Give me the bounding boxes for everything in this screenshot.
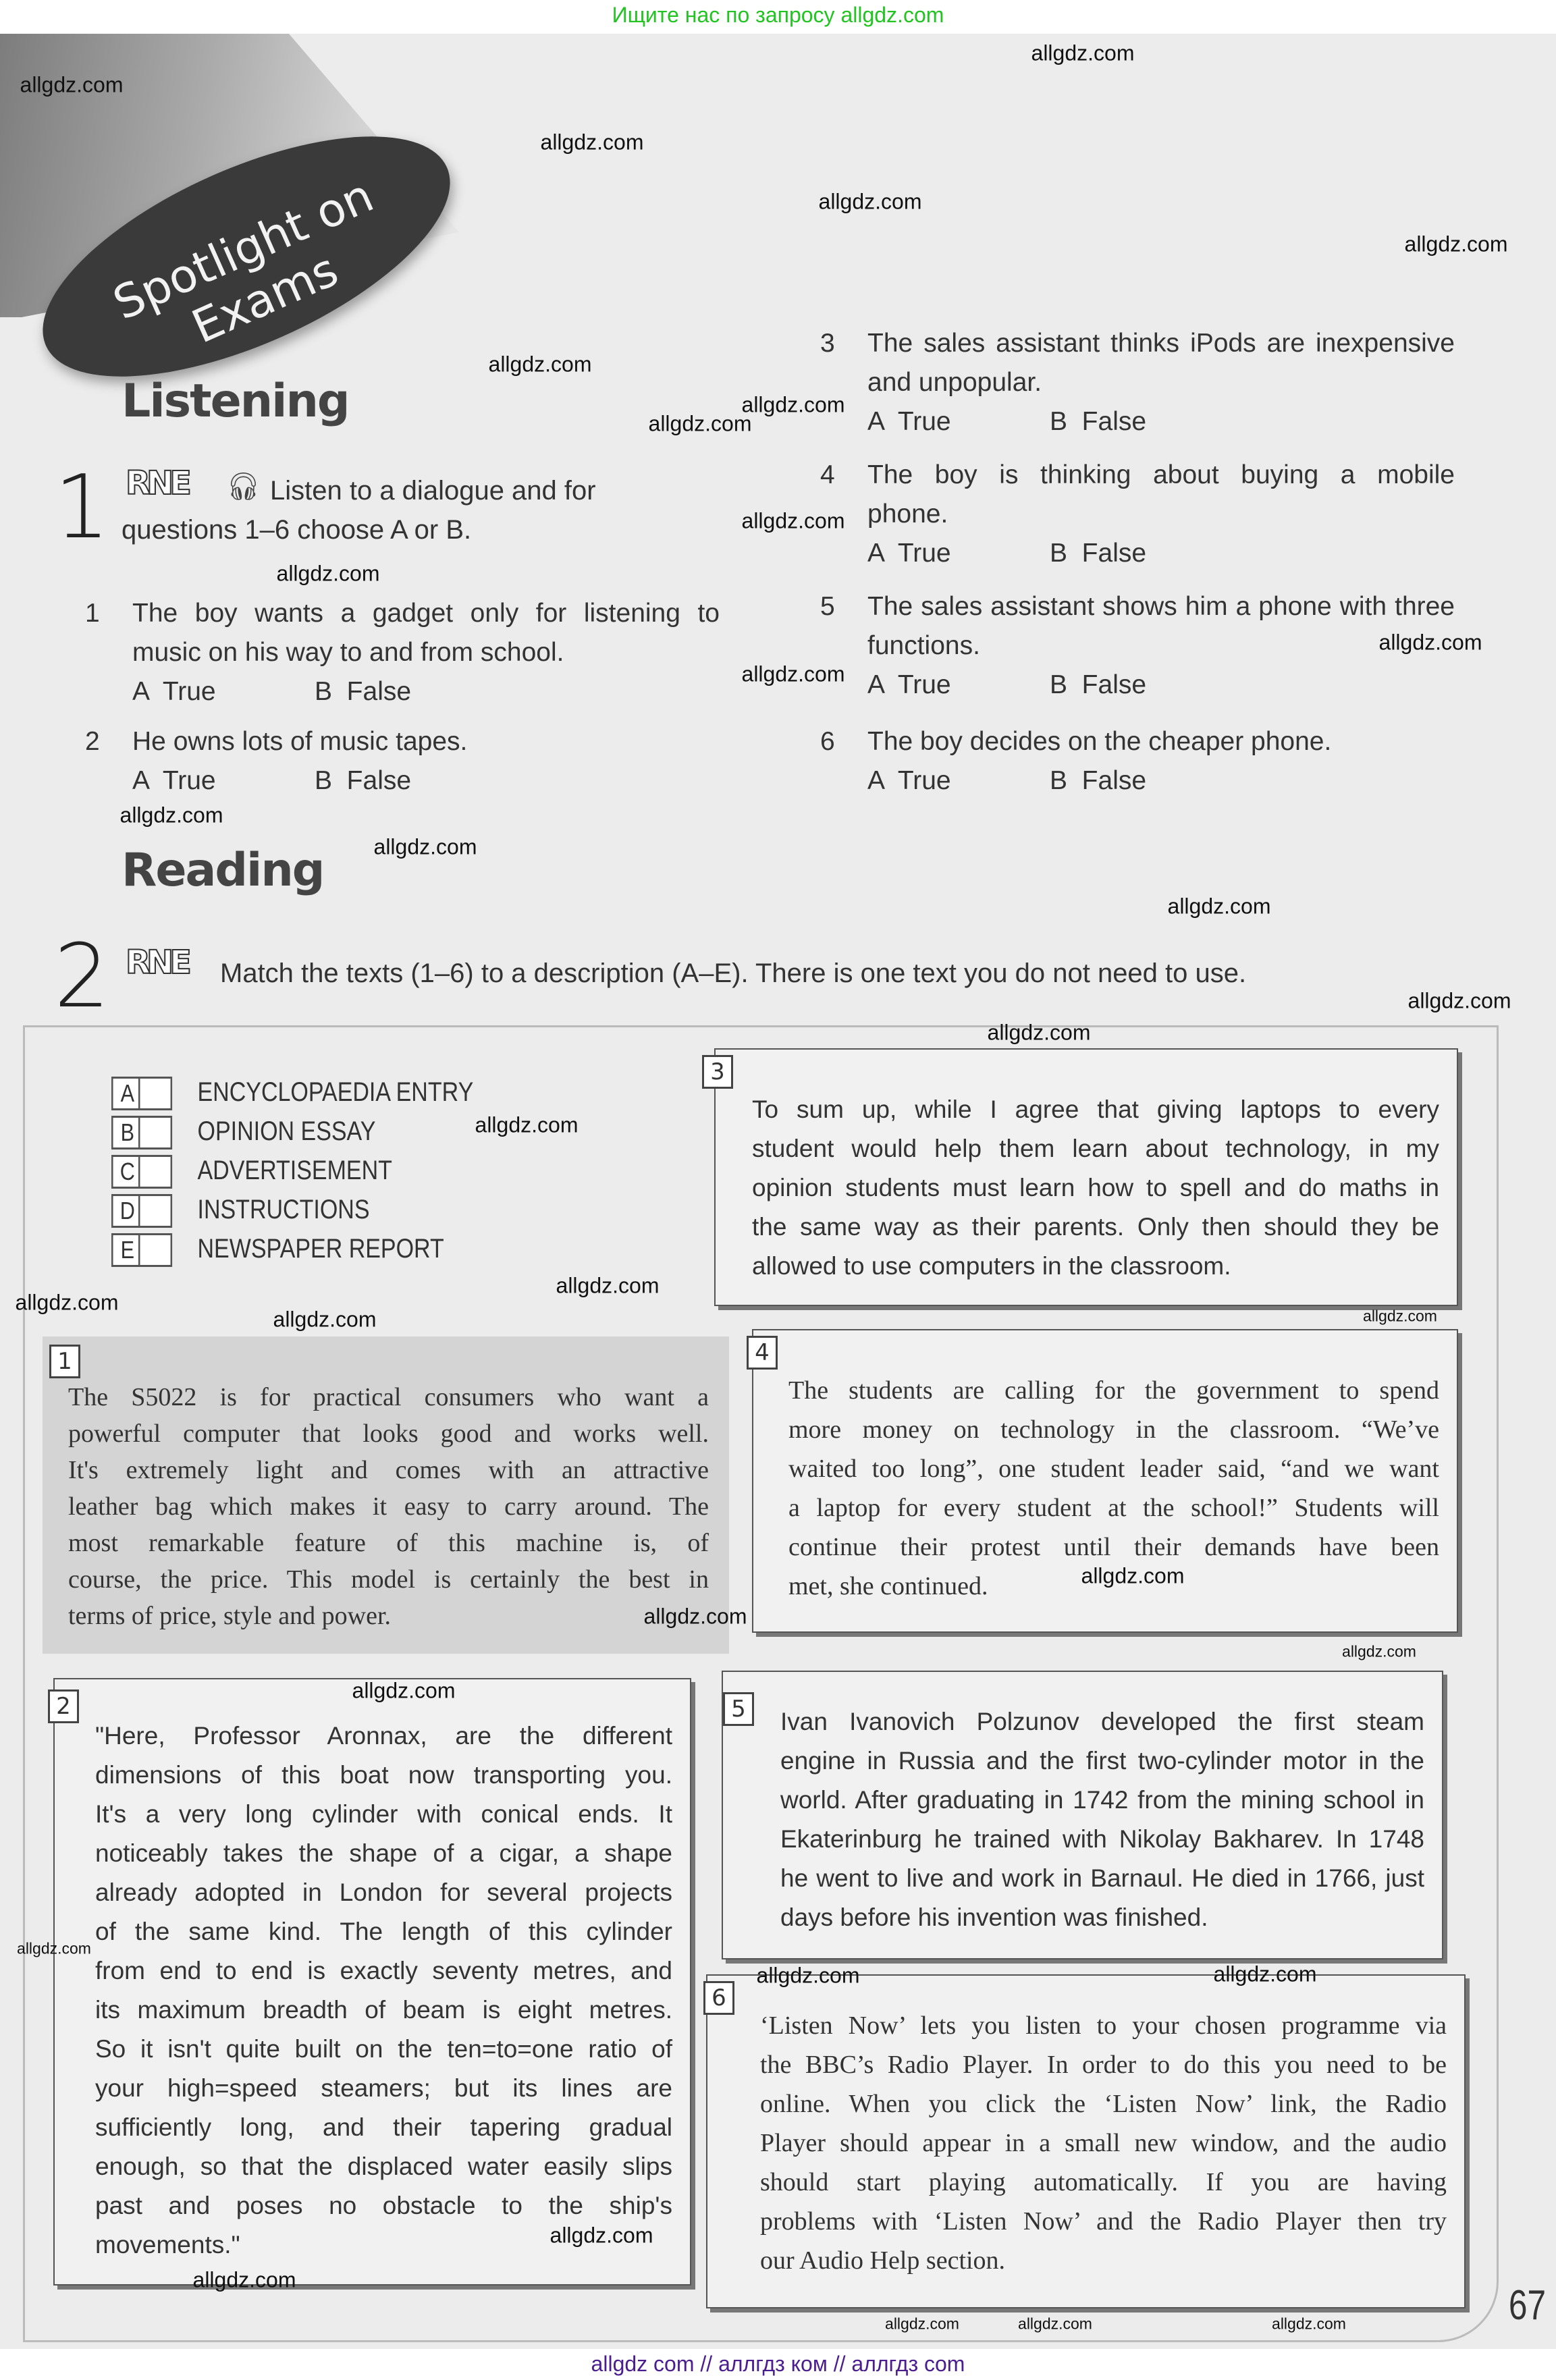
text-line: continue their protest until their demands have been <box>788 1533 1439 1561</box>
top-banner-text: Ищите нас по запросу allgdz.com <box>612 3 944 27</box>
text-box-1 <box>43 1336 729 1654</box>
text-line: already adopted in London for several projects <box>95 1878 672 1906</box>
text-line: engine in Russia and the first two-cylinder motor in the <box>780 1747 1424 1775</box>
page-number: 67 <box>1508 2282 1547 2329</box>
watermark: allgdz.com <box>556 1273 660 1298</box>
legend-label: OPINION ESSAY <box>197 1116 376 1146</box>
answer-box[interactable] <box>111 1116 172 1150</box>
watermark: allgdz.com <box>741 661 845 686</box>
reading-instruction: Match the texts (1–6) to a description (A–E). There is one text you do not need to use. <box>220 958 1247 988</box>
question-text-line: and unpopular. <box>867 368 1042 397</box>
watermark: allgdz.com <box>1342 1642 1416 1660</box>
text-line: he went to live and work in Barnaul. He died in 1766, just <box>780 1864 1424 1892</box>
question-3 <box>820 324 1455 441</box>
answer-box[interactable] <box>111 1077 172 1110</box>
text-line: met, she continued. <box>788 1572 988 1600</box>
text-line: our Audio Help section. <box>760 2246 1006 2275</box>
legend-label: ENCYCLOPAEDIA ENTRY <box>197 1077 474 1107</box>
option-a-true[interactable]: A True <box>867 670 951 699</box>
watermark: allgdz.com <box>756 1963 860 1988</box>
question-5 <box>820 587 1455 705</box>
spotlight-title: Spotlight on Exams <box>105 169 381 354</box>
watermark: allgdz.com <box>352 1678 456 1703</box>
text-line: terms of price, style and power. <box>68 1602 392 1630</box>
listening-heading: Listening <box>122 375 349 428</box>
legend-label: ADVERTISEMENT <box>197 1156 392 1185</box>
watermark: allgdz.com <box>1081 1563 1185 1588</box>
text-number-6: 6 <box>703 1981 734 2015</box>
bottom-banner <box>0 2349 1556 2380</box>
text-line: It's extremely light and comes with an attractive <box>68 1456 709 1484</box>
text-line: its maximum breadth of beam is eight metres. <box>95 1996 672 2024</box>
option-b-false[interactable]: B False <box>1050 670 1147 699</box>
watermark: allgdz.com <box>192 2267 296 2292</box>
watermark: allgdz.com <box>741 508 845 533</box>
text-line: from end to end is exactly seventy metres, and <box>95 1957 672 1984</box>
text-line: your high=speed steamers; but its lines are <box>95 2074 672 2102</box>
text-line: So it isn't quite built on the ten=to=one ratio of <box>95 2035 672 2063</box>
watermark: allgdz.com <box>540 130 644 155</box>
question-number: 6 <box>820 727 835 756</box>
text-line: "Here, Professor Aronnax, are the different <box>95 1722 672 1750</box>
watermark: allgdz.com <box>741 392 845 417</box>
text-line: ‘Listen Now’ lets you listen to your chosen programme via <box>760 2011 1447 2040</box>
watermark: allgdz.com <box>373 834 477 859</box>
question-number: 4 <box>820 460 835 489</box>
watermark: allgdz.com <box>1363 1307 1437 1325</box>
option-a-true[interactable]: A True <box>867 407 951 436</box>
text-line: The students are calling for the government to spend <box>788 1376 1439 1405</box>
watermark: allgdz.com <box>20 72 124 97</box>
text-box-2 <box>53 1678 691 2286</box>
question-text-line: phone. <box>867 499 948 529</box>
watermark: allgdz.com <box>885 2315 959 2333</box>
text-line: movements." <box>95 2231 240 2259</box>
bottom-banner-text: allgdz com // аллгдз ком // аллгдз com <box>591 2352 965 2376</box>
option-a-true[interactable]: A True <box>867 766 951 795</box>
text-line: sufficiently long, and their tapering gradual <box>95 2113 672 2141</box>
text-line: waited too long”, one student leader said, “and we want <box>788 1455 1439 1483</box>
text-number-1: 1 <box>49 1345 80 1378</box>
text-line: powerful computer that looks good and works well. <box>68 1419 709 1448</box>
watermark: allgdz.com <box>643 1604 747 1629</box>
question-2 <box>85 722 720 801</box>
text-line: should start playing automatically. If you are having <box>760 2168 1447 2196</box>
legend-letter: A <box>117 1079 140 1108</box>
text-line: To sum up, while I agree that giving laptops to every <box>752 1096 1439 1123</box>
headphones-icon: 🎧︎ <box>226 472 261 502</box>
option-b-false[interactable]: B False <box>315 677 412 706</box>
watermark: allgdz.com <box>1404 232 1508 256</box>
text-line: the BBC’s Radio Player. In order to do this you need to be <box>760 2051 1447 2079</box>
option-a-true[interactable]: A True <box>867 539 951 568</box>
text-box-5 <box>722 1671 1443 1959</box>
answer-box[interactable] <box>111 1155 172 1189</box>
watermark: allgdz.com <box>488 352 592 377</box>
question-4 <box>820 456 1455 573</box>
text-line: problems with ‘Listen Now’ and the Radio Player then try <box>760 2207 1447 2236</box>
text-line: the same way as their parents. Only then should they be <box>752 1213 1439 1241</box>
text-number-2: 2 <box>48 1689 79 1723</box>
option-b-false[interactable]: B False <box>315 766 412 795</box>
legend-letter: B <box>117 1118 140 1147</box>
question-text-line: He owns lots of music tapes. <box>132 727 468 756</box>
text-line: world. After graduating in 1742 from the mining school in <box>780 1786 1424 1814</box>
question-text-line: The sales assistant thinks iPods are inexpensive <box>867 329 1455 358</box>
option-b-false[interactable]: B False <box>1050 407 1147 436</box>
watermark: allgdz.com <box>818 189 922 214</box>
legend-letter: D <box>117 1196 140 1226</box>
question-text-line: functions. <box>867 631 980 660</box>
watermark: allgdz.com <box>648 411 752 436</box>
text-line: It's a very long cylinder with conical ends. It <box>95 1800 672 1828</box>
rne-logo-text: RNE <box>126 464 188 502</box>
text-line: Ekaterinburg he trained with Nikolay Bakharev. In 1748 <box>780 1825 1424 1853</box>
watermark: allgdz.com <box>987 1020 1091 1045</box>
text-line: leather bag which makes it easy to carry around. The <box>68 1492 709 1521</box>
top-banner <box>0 0 1556 34</box>
text-line: student would help them learn about technology, in my <box>752 1135 1439 1162</box>
legend-letter: C <box>117 1157 140 1187</box>
watermark: allgdz.com <box>119 803 223 828</box>
question-text-line: The boy decides on the cheaper phone. <box>867 727 1332 756</box>
text-line: Player should appear in a small new window, and the audio <box>760 2129 1447 2157</box>
legend-letter: E <box>117 1235 140 1265</box>
text-box-3 <box>710 1048 1458 1306</box>
question-number: 5 <box>820 592 835 621</box>
option-a-true[interactable]: A True <box>132 766 216 795</box>
text-line: Ivan Ivanovich Polzunov developed the first steam <box>780 1708 1424 1735</box>
legend-label: NEWSPAPER REPORT <box>197 1234 444 1264</box>
text-line: allowed to use computers in the classroom. <box>752 1252 1231 1280</box>
rne-logo <box>126 464 188 502</box>
watermark: allgdz.com <box>1018 2315 1092 2333</box>
option-b-false[interactable]: B False <box>1050 539 1147 568</box>
option-b-false[interactable]: B False <box>1050 766 1147 795</box>
question-number: 1 <box>85 599 100 628</box>
watermark: allgdz.com <box>475 1112 579 1137</box>
text-number-3: 3 <box>702 1055 733 1089</box>
text-number-5: 5 <box>723 1692 754 1726</box>
text-number-4: 4 <box>747 1336 778 1370</box>
text-line: days before his invention was finished. <box>780 1903 1208 1931</box>
rne-logo-text: RNE <box>126 944 188 981</box>
watermark: allgdz.com <box>1213 1962 1317 1986</box>
text-line: of the same kind. The length of this cylinder <box>95 1918 672 1945</box>
question-1 <box>85 594 720 711</box>
text-line: past and poses no obstacle to the ship's <box>95 2192 672 2219</box>
text-box-6 <box>706 1974 1466 2308</box>
answer-box[interactable] <box>111 1194 172 1228</box>
legend-label: INSTRUCTIONS <box>197 1195 370 1224</box>
text-line: a laptop for every student at the school!” Students will <box>788 1494 1439 1522</box>
question-text-line: The boy wants a gadget only for listening to <box>132 599 720 628</box>
rne-logo <box>126 944 188 981</box>
question-6 <box>820 722 1455 801</box>
watermark: allgdz.com <box>1407 988 1511 1013</box>
watermark: allgdz.com <box>1272 2315 1346 2333</box>
text-line: dimensions of this boat now transporting you. <box>95 1761 672 1789</box>
question-number: 2 <box>85 727 100 756</box>
question-text-line: music on his way to and from school. <box>132 638 564 667</box>
question-number: 3 <box>820 329 835 358</box>
listening-instruction-1: Listen to a dialogue and for <box>270 476 596 506</box>
text-line: The S5022 is for practical consumers who want a <box>68 1383 709 1411</box>
watermark: allgdz.com <box>15 1290 119 1315</box>
question-text-line: The sales assistant shows him a phone with three <box>867 592 1455 621</box>
text-line: course, the price. This model is certainly the best in <box>68 1565 709 1594</box>
task-number-2: 2 <box>54 925 110 1027</box>
text-line: noticeably takes the shape of a cigar, a shape <box>95 1839 672 1867</box>
watermark: allgdz.com <box>1031 40 1135 65</box>
question-text-line: The boy is thinking about buying a mobile <box>867 460 1455 489</box>
text-line: enough, so that the displaced water easily slips <box>95 2153 672 2180</box>
text-line: most remarkable feature of this machine is, of <box>68 1529 709 1557</box>
task-number-1: 1 <box>54 456 110 558</box>
listening-instruction-2: questions 1–6 choose A or B. <box>122 515 472 545</box>
watermark: allgdz.com <box>276 561 380 586</box>
watermark: allgdz.com <box>549 2223 653 2248</box>
watermark: allgdz.com <box>17 1939 91 1957</box>
option-a-true[interactable]: A True <box>132 677 216 706</box>
text-line: online. When you click the ‘Listen Now’ link, the Radio <box>760 2090 1447 2118</box>
watermark: allgdz.com <box>1378 630 1482 655</box>
text-line: opinion students must learn how to spell and do maths in <box>752 1174 1439 1201</box>
answer-box[interactable] <box>111 1233 172 1267</box>
watermark: allgdz.com <box>1167 894 1271 919</box>
watermark: allgdz.com <box>273 1307 377 1332</box>
text-line: more money on technology in the classroom. “We’ve <box>788 1415 1439 1444</box>
reading-heading: Reading <box>122 844 324 897</box>
